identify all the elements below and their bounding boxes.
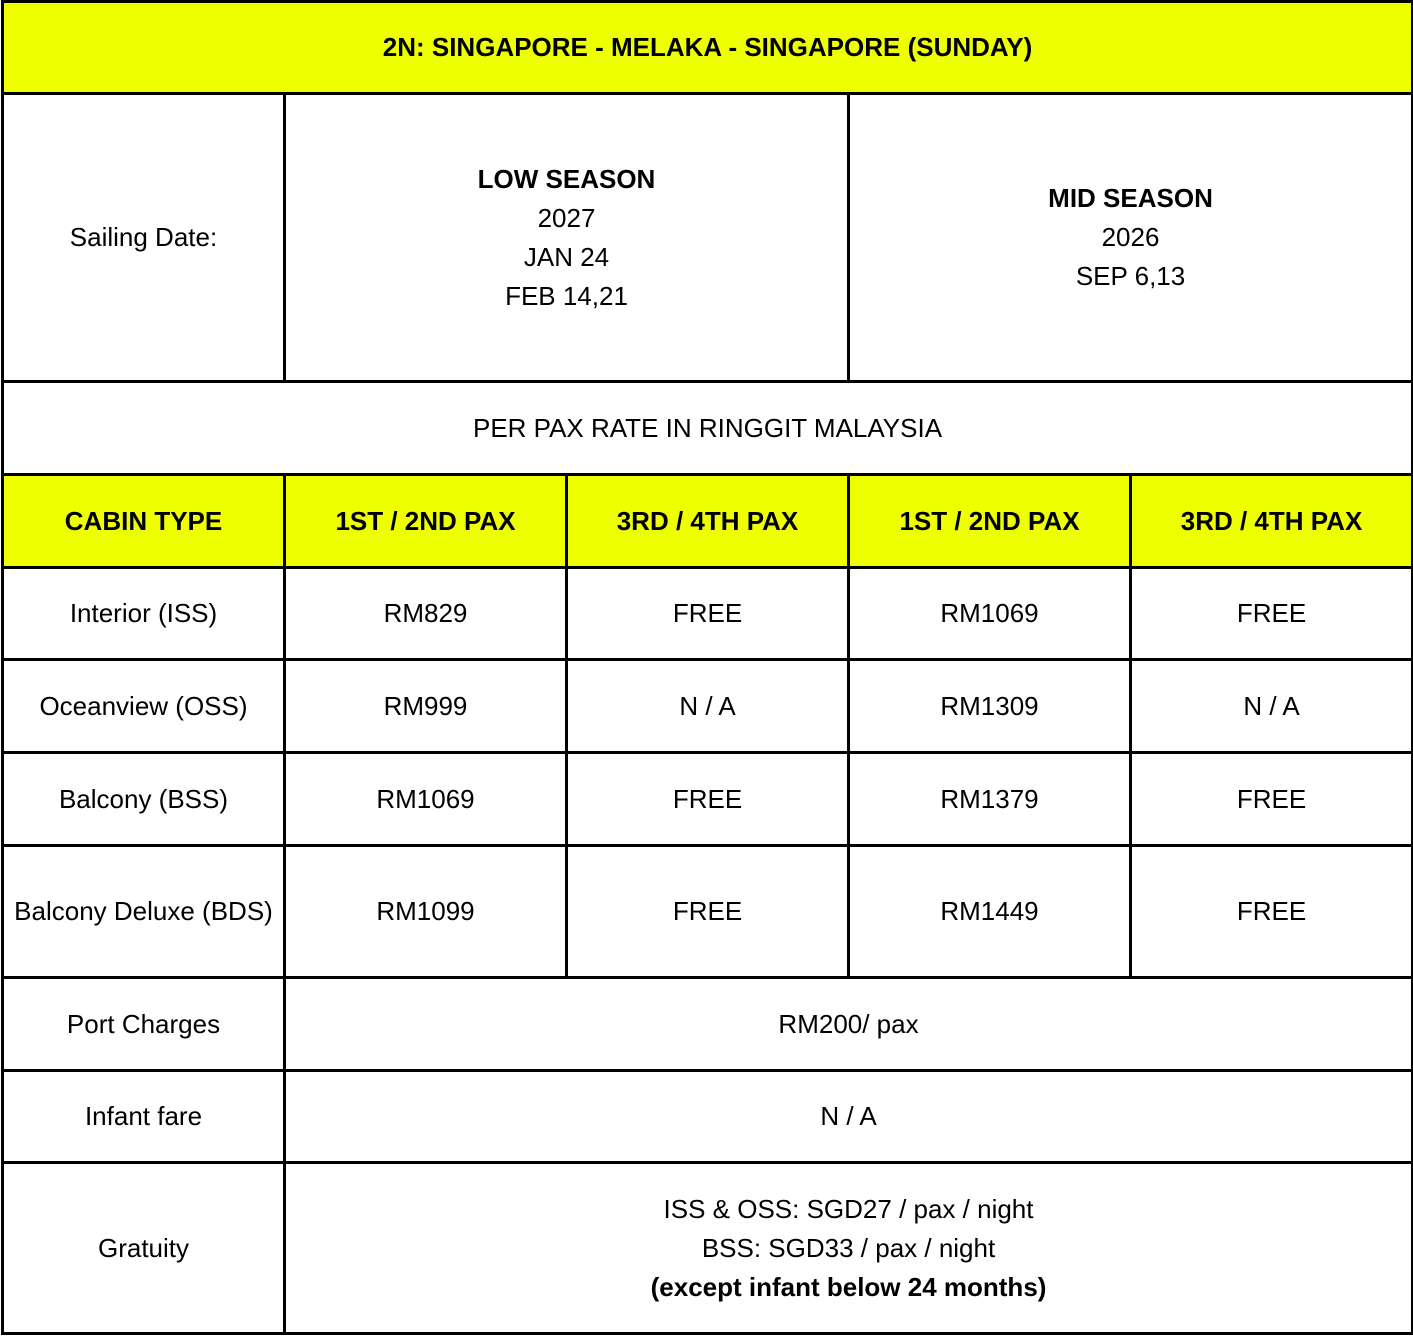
- gratuity-value: [285, 1163, 1413, 1334]
- low-season-date: FEB 14,21: [505, 280, 628, 311]
- table-title: 2N: SINGAPORE - MELAKA - SINGAPORE (SUNDAY): [3, 2, 1413, 94]
- column-header: CABIN TYPE: [3, 475, 285, 568]
- gratuity-note: (except infant below 24 months): [650, 1271, 1047, 1302]
- table-row: [3, 1071, 1413, 1163]
- price-cell: RM1449: [849, 846, 1131, 978]
- port-charges-value: RM200/ pax: [285, 978, 1413, 1071]
- table-row: [3, 568, 1413, 660]
- cabin-type: Oceanview (OSS): [3, 660, 285, 753]
- table-row: [3, 846, 1413, 978]
- mid-season-year: 2026: [1101, 222, 1160, 252]
- price-cell: RM1099: [285, 846, 567, 978]
- low-season-year: 2027: [537, 202, 596, 233]
- table-row: [3, 978, 1413, 1071]
- price-cell: RM1379: [849, 753, 1131, 846]
- gratuity-label: Gratuity: [3, 1163, 285, 1334]
- price-cell: RM829: [285, 568, 567, 660]
- price-cell: RM999: [285, 660, 567, 753]
- price-cell: FREE: [1131, 753, 1413, 846]
- sailing-date-label: Sailing Date:: [3, 94, 285, 382]
- mid-season-date: SEP 6,13: [1075, 261, 1186, 291]
- table-row: [3, 660, 1413, 753]
- cabin-type: Interior (ISS): [3, 568, 285, 660]
- infant-fare-label: Infant fare: [3, 1071, 285, 1163]
- price-cell: FREE: [1131, 568, 1413, 660]
- price-cell: RM1069: [849, 568, 1131, 660]
- price-cell: FREE: [567, 753, 849, 846]
- mid-season-label: MID SEASON: [1048, 183, 1213, 213]
- price-cell: FREE: [567, 846, 849, 978]
- gratuity-line: BSS: SGD33 / pax / night: [701, 1232, 996, 1263]
- cabin-type: Balcony Deluxe (BDS): [3, 846, 285, 978]
- low-season-cell: [285, 94, 849, 382]
- table-row: [3, 753, 1413, 846]
- price-cell: FREE: [1131, 846, 1413, 978]
- cabin-type: Balcony (BSS): [3, 753, 285, 846]
- price-cell: RM1309: [849, 660, 1131, 753]
- price-cell: RM1069: [285, 753, 567, 846]
- table-row: [3, 1163, 1413, 1334]
- price-cell: N / A: [1131, 660, 1413, 753]
- column-header: 1ST / 2ND PAX: [849, 475, 1131, 568]
- column-header: 3RD / 4TH PAX: [567, 475, 849, 568]
- price-cell: N / A: [567, 660, 849, 753]
- gratuity-line: ISS & OSS: SGD27 / pax / night: [663, 1193, 1034, 1224]
- mid-season-cell: [849, 94, 1413, 382]
- column-header: 3RD / 4TH PAX: [1131, 475, 1413, 568]
- column-header: 1ST / 2ND PAX: [285, 475, 567, 568]
- infant-fare-value: N / A: [285, 1071, 1413, 1163]
- low-season-label: LOW SEASON: [477, 163, 656, 194]
- rate-note: PER PAX RATE IN RINGGIT MALAYSIA: [3, 382, 1413, 475]
- price-cell: FREE: [567, 568, 849, 660]
- port-charges-label: Port Charges: [3, 978, 285, 1071]
- column-header-row: [3, 475, 1413, 568]
- low-season-date: JAN 24: [523, 241, 610, 272]
- cruise-rate-table: [1, 0, 1413, 1335]
